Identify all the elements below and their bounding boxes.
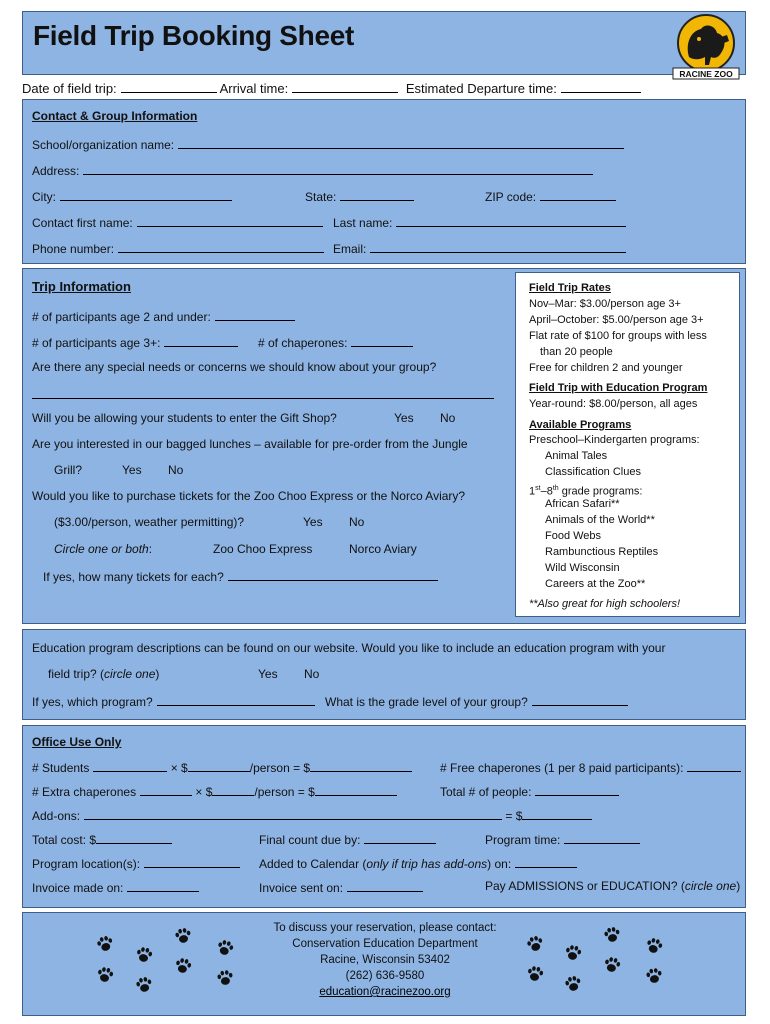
program-item: Food Webs: [545, 530, 602, 542]
paw-print-icon: [174, 927, 192, 945]
program-item: Wild Wisconsin: [545, 562, 620, 574]
first-name-field[interactable]: [137, 214, 323, 227]
paw-print-icon: [603, 926, 621, 944]
state-label: State:: [305, 190, 337, 204]
footer-phone: (262) 636-9580: [345, 970, 425, 982]
office-section: Office Use Only # Students × $ /person = $ # Free chaperones (1 per 8 paid participants): # Extra chaperones × $ /person = $ Total # of people: Add-ons: = $ Total cost: $ Final count due by: Program time: Program location(s): Added to Calendar (only if trip has add-ons) on: Invoice made on: Invoice sent on: Pay ADMISSIONS or EDUCATION? (circle one): [22, 725, 746, 908]
high-school-note: **Also great for high schoolers!: [529, 598, 681, 610]
trip-heading: Trip Information: [32, 279, 131, 294]
paw-print-icon: [526, 965, 544, 983]
racine-zoo-logo: [671, 13, 741, 81]
footer-line: To discuss your reservation, please contact:: [273, 922, 497, 934]
tickets-yes[interactable]: Yes: [303, 515, 323, 529]
program-time-label: Program time:: [485, 833, 561, 847]
program-item: African Safari**: [545, 498, 620, 510]
howmany-label: If yes, how many tickets for each?: [43, 570, 224, 584]
education-yes[interactable]: Yes: [258, 667, 278, 681]
tickets-question-cont: ($3.00/person, weather permitting)?: [54, 515, 245, 529]
aviary-option[interactable]: Norco Aviary: [349, 542, 417, 556]
paw-print-icon: [645, 967, 663, 985]
final-count-label: Final count due by:: [259, 833, 361, 847]
pay-type-question: Pay ADMISSIONS or EDUCATION? (circle one): [485, 879, 741, 893]
age2-field[interactable]: [215, 308, 295, 321]
tickets-no[interactable]: No: [349, 515, 365, 529]
education-section: [22, 629, 746, 720]
addons-total-field[interactable]: [522, 807, 592, 820]
chaperone-rate-field[interactable]: [212, 783, 254, 796]
paw-print-icon: [216, 969, 234, 987]
extra-chaperones-field[interactable]: [140, 783, 192, 796]
footer-email-link[interactable]: education@racinezoo.org: [319, 986, 451, 998]
invoice-made-field[interactable]: [127, 879, 199, 892]
howmany-field[interactable]: [228, 568, 438, 581]
circle-instruction: Circle one or both: [54, 542, 149, 556]
chaperones-field[interactable]: [351, 334, 413, 347]
final-count-field[interactable]: [364, 831, 436, 844]
age3-label: # of participants age 3+:: [32, 336, 161, 350]
invoice-sent-field[interactable]: [347, 879, 423, 892]
paw-print-icon: [603, 956, 621, 974]
edu-rate-line: Year-round: $8.00/person, all ages: [529, 398, 698, 410]
education-no[interactable]: No: [304, 667, 320, 681]
free-chaperones-field[interactable]: [687, 759, 741, 772]
address-label: Address:: [32, 164, 80, 178]
departure-label: Estimated Departure time:: [405, 81, 557, 96]
last-name-label: Last name:: [333, 216, 393, 230]
zip-label: ZIP code:: [485, 190, 537, 204]
total-cost-field[interactable]: [96, 831, 172, 844]
total-people-label: Total # of people:: [440, 785, 532, 799]
paw-print-icon: [564, 975, 582, 993]
program-item: Careers at the Zoo**: [545, 578, 646, 590]
lunch-no[interactable]: No: [168, 463, 184, 477]
paw-print-icon: [135, 976, 153, 994]
program-location-field[interactable]: [144, 855, 240, 868]
gift-shop-yes[interactable]: Yes: [394, 411, 414, 425]
rates-info-box: [515, 272, 740, 617]
free-chaperones-label: # Free chaperones (1 per 8 paid participants):: [440, 761, 684, 775]
grade-level-label: What is the grade level of your group?: [325, 695, 528, 709]
rate-line: Flat rate of $100 for groups with less: [529, 330, 707, 342]
phone-label: Phone number:: [32, 242, 115, 256]
students-field[interactable]: [93, 759, 167, 772]
age3-field[interactable]: [164, 334, 238, 347]
email-field[interactable]: [370, 240, 626, 253]
paw-print-icon: [526, 935, 544, 953]
invoice-made-label: Invoice made on:: [32, 881, 124, 895]
page-title: Field Trip Booking Sheet: [33, 20, 355, 51]
gift-shop-question: Will you be allowing your students to enter the Gift Shop?: [32, 411, 337, 425]
extra-chaperones-label: # Extra chaperones: [32, 785, 137, 799]
footer-line: Racine, Wisconsin 53402: [320, 954, 450, 966]
date-label: Date of field trip:: [22, 81, 117, 96]
address-field[interactable]: [83, 162, 593, 175]
chaperones-label: # of chaperones:: [258, 336, 348, 350]
program-item: Animal Tales: [545, 450, 608, 462]
date-field[interactable]: [121, 80, 217, 93]
special-needs-question: Are there any special needs or concerns we should know about your group?: [32, 360, 437, 374]
first-name-label: Contact first name:: [32, 216, 133, 230]
school-field[interactable]: [178, 136, 624, 149]
paw-print-icon: [174, 957, 192, 975]
which-program-label: If yes, which program?: [32, 695, 153, 709]
rate-line: April–October: $5.00/person age 3+: [529, 314, 704, 326]
chaperone-total-field[interactable]: [315, 783, 397, 796]
program-item: Classification Clues: [545, 466, 641, 478]
lunch-question-cont: Grill?: [54, 463, 83, 477]
office-heading: Office Use Only: [32, 735, 122, 749]
city-field[interactable]: [60, 188, 232, 201]
lunch-question: Are you interested in our bagged lunches – available for pre-order from the Jungle: [32, 437, 468, 451]
last-name-field[interactable]: [396, 214, 626, 227]
edu-rate-heading: Field Trip with Education Program: [529, 382, 708, 394]
paw-print-icon: [645, 937, 663, 955]
footer-line: Conservation Education Department: [292, 938, 478, 950]
departure-field[interactable]: [561, 80, 641, 93]
tickets-question: Would you like to purchase tickets for the Zoo Choo Express or the Norco Aviary?: [32, 489, 466, 503]
arrival-field[interactable]: [292, 80, 398, 93]
addons-label: Add-ons:: [32, 809, 81, 823]
total-people-field[interactable]: [535, 783, 619, 796]
prek-heading: Preschool–Kindergarten programs:: [529, 434, 700, 446]
student-rate-field[interactable]: [188, 759, 250, 772]
rates-heading: Field Trip Rates: [529, 282, 611, 294]
education-question-cont: field trip? (circle one): [48, 667, 160, 681]
age2-label: # of participants age 2 and under:: [32, 310, 211, 324]
contact-heading: Contact & Group Information: [32, 109, 198, 123]
students-label: # Students: [32, 761, 90, 775]
phone-field[interactable]: [118, 240, 324, 253]
zip-field[interactable]: [540, 188, 616, 201]
education-question: Education program descriptions can be found on our website. Would you like to include an education program with your: [32, 641, 666, 655]
zoo-choo-option[interactable]: Zoo Choo Express: [213, 542, 313, 556]
program-location-label: Program location(s):: [32, 857, 141, 871]
paw-print-icon: [216, 939, 234, 957]
date-line: [22, 80, 641, 96]
which-program-field[interactable]: [157, 693, 315, 706]
email-label: Email:: [333, 242, 367, 256]
paw-print-icon: [135, 946, 153, 964]
rate-line: than 20 people: [540, 346, 613, 358]
rate-line: Free for children 2 and younger: [529, 362, 683, 374]
total-cost-label: Total cost: $: [32, 833, 97, 847]
program-time-field[interactable]: [564, 831, 640, 844]
paw-print-icon: [96, 935, 114, 953]
grade-heading: 1st–8th grade programs:: [529, 485, 643, 498]
invoice-sent-label: Invoice sent on:: [259, 881, 344, 895]
programs-heading: Available Programs: [529, 419, 632, 431]
arrival-label: Arrival time:: [219, 81, 289, 96]
program-item: Rambunctious Reptiles: [545, 546, 659, 558]
logo-text: RACINE ZOO: [679, 69, 733, 79]
contact-section: [22, 99, 746, 264]
program-item: Animals of the World**: [545, 514, 655, 526]
trip-section: Trip Information # of participants age 2 and under: # of participants age 3+: # of chaperones: Are there any special needs or concerns we should know about your group? Will you be allowing your students to enter the Gift Shop? Yes No Are you interested in our bagged lunches – available for pre-order from the Jungle Grill? Yes No Would you like to purchase tickets for the Zoo Choo Express or the Norco Aviary? ($3.00/person, weather permitting)? Yes No Circle one or both: Zoo Choo Express Norco Aviary If yes, how many tickets for each?: [22, 268, 746, 624]
calendar-field[interactable]: [515, 855, 577, 868]
school-label: School/organization name:: [32, 138, 175, 152]
lunch-yes[interactable]: Yes: [122, 463, 142, 477]
special-needs-field[interactable]: [32, 398, 494, 399]
rate-line: Nov–Mar: $3.00/person age 3+: [529, 298, 681, 310]
state-field[interactable]: [340, 188, 414, 201]
paw-print-icon: [564, 944, 582, 962]
city-label: City:: [32, 190, 56, 204]
header-banner: [22, 11, 746, 75]
grade-level-field[interactable]: [532, 693, 628, 706]
addons-field[interactable]: [84, 807, 502, 820]
calendar-label: Added to Calendar (only if trip has add-ons) on:: [259, 857, 512, 871]
student-total-field[interactable]: [310, 759, 412, 772]
gift-shop-no[interactable]: No: [440, 411, 456, 425]
paw-print-icon: [96, 966, 114, 984]
